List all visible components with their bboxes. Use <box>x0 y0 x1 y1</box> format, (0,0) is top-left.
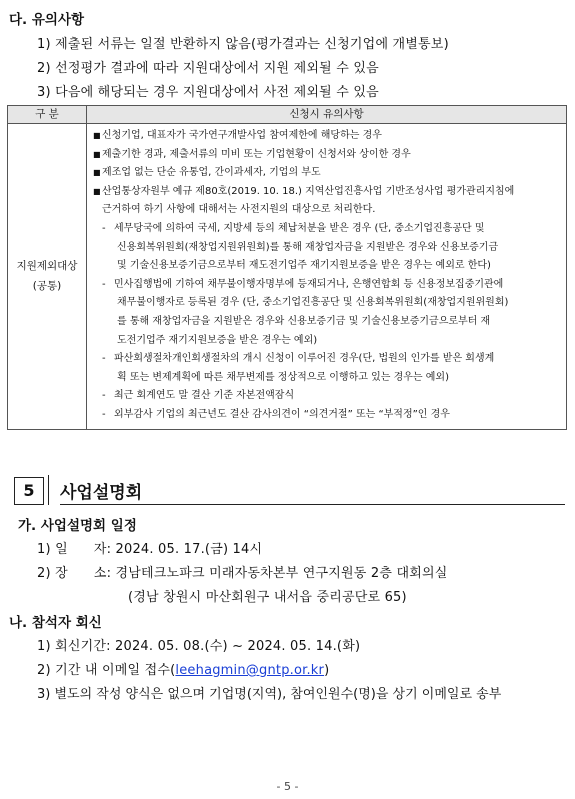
section-number: 5 <box>14 477 44 505</box>
sub-item: - 외부감사 기업의 최근년도 결산 감사의견이 “의견거절” 또는 “부적정”인 경우 <box>102 408 450 420</box>
row-label <box>8 124 87 430</box>
briefing-date: 1) 일 자: 2024. 05. 17.(금) 14시 <box>37 542 263 557</box>
briefing-heading: 가. 사업설명회 일정 <box>18 518 137 534</box>
notice-heading: 다. 유의사항 <box>9 12 85 28</box>
section-divider <box>48 475 54 505</box>
table-header-category: 구 분 <box>8 106 87 124</box>
square-bullet-icon: ■ <box>93 186 101 196</box>
section-underline <box>60 504 565 505</box>
reply-heading: 나. 참석자 회신 <box>9 615 102 631</box>
list-item-cont: 근거하여 하기 사항에 대해서는 사전지원의 대상으로 처리한다. <box>102 204 376 216</box>
notice-table <box>7 105 567 430</box>
sub-item-cont: 를 통해 재창업자금을 지원받은 경우와 신용보증기금 및 기술신용보증기금으로부터 재 <box>117 315 491 327</box>
row-label-2: (공통) <box>32 280 62 293</box>
sub-item: - 세무당국에 의하여 국세, 지방세 등의 체납처분을 받은 경우 (단, 중소기업진흥공단 및 <box>102 222 485 234</box>
sub-item: - 파산회생절차개인회생절차의 개시 신청이 이루어진 경우(단, 법원의 인가를 받은 회생계 <box>102 353 495 365</box>
table-header-notes: 신청시 유의사항 <box>87 106 567 124</box>
email-link[interactable]: leehagmin@gntp.or.kr <box>175 663 325 678</box>
list-item: ■ 산업통상자원부 예규 제80호(2019. 10. 18.) 지역산업진흥사업 기반조성사업 평가관리지침에 <box>93 183 560 202</box>
sub-item-cont: 도전기업주 재기지원보증을 받은 경우는 예외) <box>117 334 318 346</box>
page-number: - 5 - <box>276 780 299 793</box>
briefing-place: 2) 장 소: 경남테크노파크 미래자동차본부 연구지원동 2층 대회의실 <box>37 566 448 581</box>
list-item: ■ 제출기한 경과, 제출서류의 미비 또는 기업현황이 신청서와 상이한 경우 <box>93 146 560 165</box>
sub-item-cont: 채무불이행자로 등록된 경우 (단, 중소기업진흥공단 및 신용회복위원회(재창업지원위원회) <box>117 297 509 309</box>
sub-item: - 민사집행법에 기하여 채무불이행자명부에 등재되거나, 은행연합회 등 신용정보집중기관에 <box>102 278 504 290</box>
square-bullet-icon: ■ <box>93 168 101 178</box>
list-item: ■ 제조업 없는 단순 유통업, 간이과세자, 기업의 부도 <box>93 164 560 183</box>
reply-form: 3) 별도의 작성 양식은 없으며 기업명(지역), 참여인원수(명)을 상기 이메일로 송부 <box>37 687 502 702</box>
sub-item: - 최근 회계연도 말 결산 기준 자본전액잠식 <box>102 390 295 402</box>
reply-period: 1) 회신기간: 2024. 05. 08.(수) ~ 2024. 05. 14.(화) <box>37 639 361 654</box>
sub-item-cont: 및 기술신용보증기금으로부터 재도전기업주 재기지원보증을 받은 경우는 예외로 한다) <box>117 260 491 272</box>
row-label-1: 지원제외대상 <box>16 260 78 273</box>
reply-email-line: 2) 기간 내 이메일 접수(leehagmin@gntp.or.kr) <box>37 663 330 678</box>
section-title: 사업설명회 <box>60 483 143 503</box>
square-bullet-icon: ■ <box>93 149 101 159</box>
notice-item-3: 3) 다음에 해당되는 경우 지원대상에서 사전 제외될 수 있음 <box>37 85 379 100</box>
notice-item-1: 1) 제출된 서류는 일절 반환하지 않음(평가결과는 신청기업에 개별통보) <box>37 37 449 52</box>
sub-item-cont: 신용회복위원회(재창업지원위원회)를 통해 재창업자금을 지원받은 경우와 신용보증기금 <box>117 241 499 253</box>
briefing-address: (경남 창원시 마산회원구 내서읍 중리공단로 65) <box>128 590 407 605</box>
notes-cell <box>87 124 567 430</box>
notice-item-2: 2) 선정평가 결과에 따라 지원대상에서 지원 제외될 수 있음 <box>37 61 379 76</box>
list-item: ■ 신청기업, 대표자가 국가연구개발사업 참여제한에 해당하는 경우 <box>93 127 560 146</box>
square-bullet-icon: ■ <box>93 131 101 140</box>
sub-item-cont: 획 또는 변제계획에 따른 채무변제를 정상적으로 이행하고 있는 경우는 예외) <box>117 371 449 383</box>
